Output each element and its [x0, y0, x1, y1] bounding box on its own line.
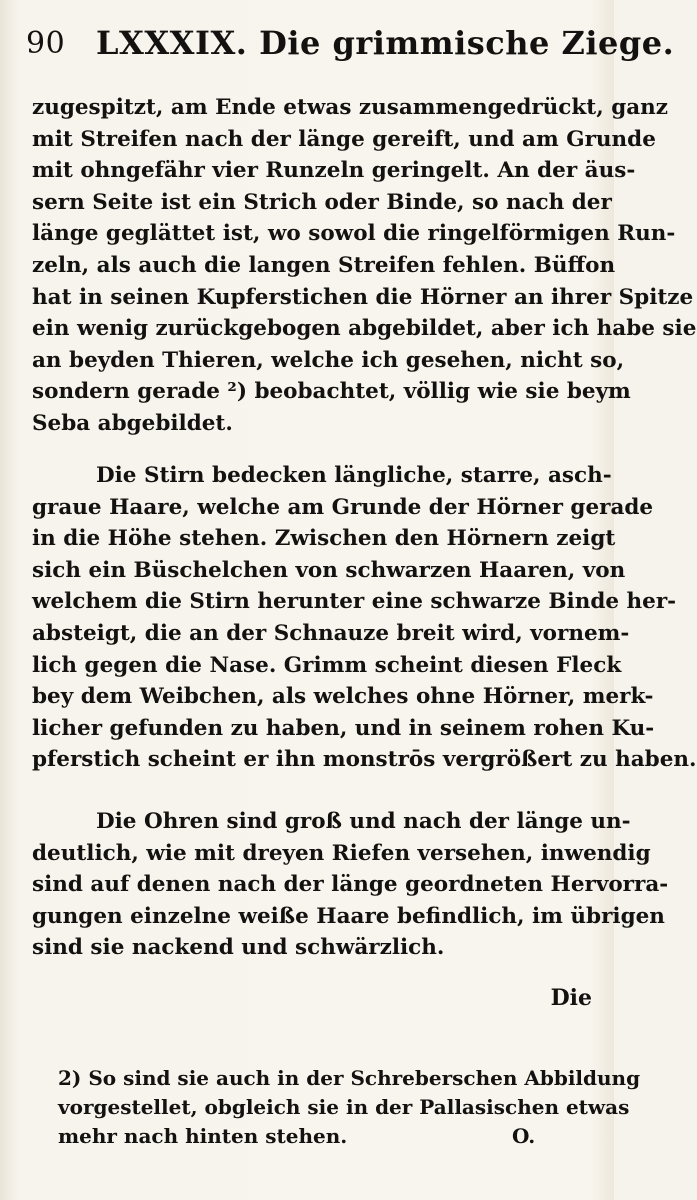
text-line: welchem die Stirn herunter eine schwarze Binde her- — [32, 589, 677, 615]
text-line: sondern gerade ²) beobachtet, völlig wie sie beym — [32, 379, 631, 405]
text-line: Seba abgebildet. — [32, 410, 233, 436]
paragraph-1 — [32, 92, 697, 440]
text-line: licher gefunden zu haben, und in seinem rohen Ku- — [32, 715, 655, 741]
footnote-line: 2) So sind sie auch in der Schreberschen Abbildung — [58, 1066, 641, 1090]
text-line: lich gegen die Nase. Grimm scheint diesen Fleck — [32, 652, 622, 678]
text-line: länge geglättet ist, wo sowol die ringelförmigen Run- — [32, 221, 676, 247]
running-header — [26, 22, 675, 72]
text-line: mit ohngefähr vier Runzeln geringelt. An der äus- — [32, 158, 636, 184]
text-line: bey dem Weibchen, als welches ohne Hörner, merk- — [32, 684, 654, 710]
text-line: pferstich scheint er ihn monstrōs vergrößert zu haben. — [32, 747, 697, 773]
text-line: graue Haare, welche am Grunde der Hörner gerade — [32, 494, 654, 520]
paragraph-2 — [32, 460, 697, 776]
text-line: Die Ohren sind groß und nach der länge un- — [96, 809, 631, 834]
footnote-line: vorgestellet, obgleich sie in der Pallasischen etwas — [58, 1095, 630, 1119]
catchword: Die — [550, 985, 592, 1011]
text-line: sich ein Büschelchen von schwarzen Haaren, von — [32, 557, 626, 583]
text-line: gungen einzelne weiße Haare befindlich, im übrigen — [32, 903, 665, 929]
text-line: zugespitzt, am Ende etwas zusammengedrückt, ganz — [32, 95, 669, 120]
paragraph-3 — [32, 806, 669, 964]
text-line: in die Höhe stehen. Zwischen den Hörnern zeigt — [32, 526, 616, 552]
text-line: sind sie nackend und schwärzlich. — [32, 935, 445, 961]
text-line: zeln, als auch die langen Streifen fehlen. Büffon — [32, 252, 616, 278]
footnote-signature: O. — [512, 1124, 536, 1148]
footnote-line: mehr nach hinten stehen. — [58, 1124, 348, 1148]
text-line: absteigt, die an der Schnauze breit wird, vornem- — [32, 620, 630, 646]
text-line: sind auf denen nach der länge geordneten Hervorra- — [32, 872, 669, 898]
running-title: LXXXIX. Die grimmische Ziege. — [96, 24, 675, 62]
text-line: hat in seinen Kupferstichen die Hörner an ihrer Spitze — [32, 284, 694, 310]
text-line: ein wenig zurückgebogen abgebildet, aber ich habe sie — [32, 316, 697, 342]
text-line: sern Seite ist ein Strich oder Binde, so nach der — [32, 189, 612, 215]
text-line: Die Stirn bedecken längliche, starre, asch- — [96, 463, 612, 488]
footnote — [58, 1064, 641, 1151]
page-number: 90 — [26, 26, 66, 61]
text-line: deutlich, wie mit dreyen Riefen versehen, inwendig — [32, 840, 651, 866]
text-line: an beyden Thieren, welche ich gesehen, nicht so, — [32, 347, 625, 373]
text-line: mit Streifen nach der länge gereift, und am Grunde — [32, 126, 656, 152]
